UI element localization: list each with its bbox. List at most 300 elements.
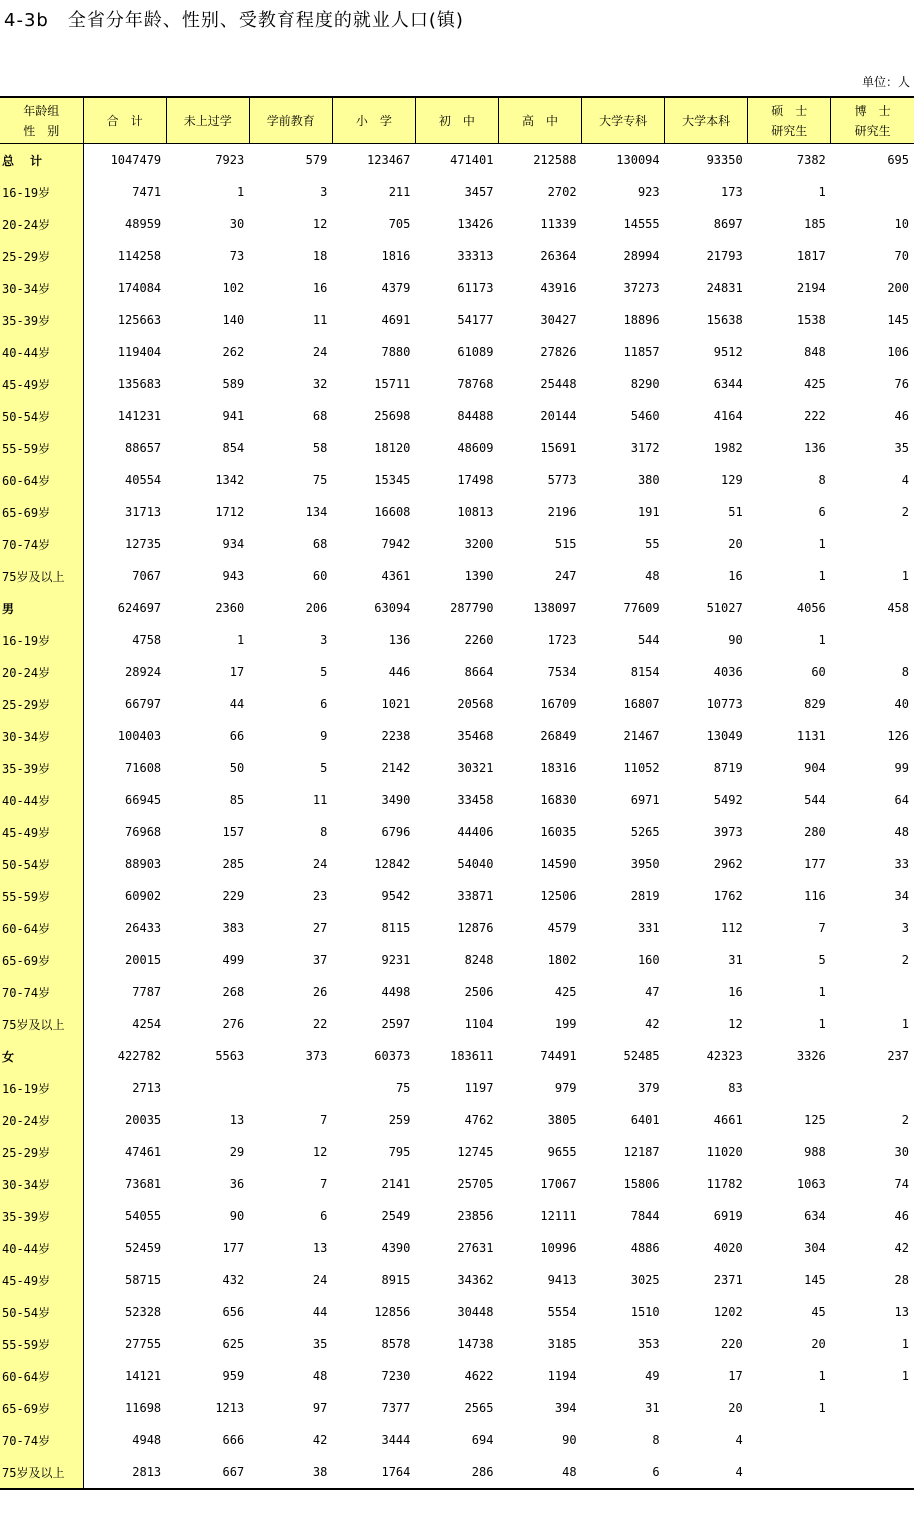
table-cell: 7471 <box>132 185 162 199</box>
table-cell: 1 <box>901 569 909 583</box>
table-cell: 60373 <box>374 1049 411 1063</box>
table-cell: 8578 <box>381 1337 411 1351</box>
column-header-line1: 高 中 <box>522 113 559 128</box>
row-label: 55-59岁 <box>0 432 83 464</box>
column-header-line1: 初 中 <box>438 113 475 128</box>
table-cell: 99 <box>894 761 909 775</box>
table-cell: 1982 <box>713 441 743 455</box>
table-cell: 17 <box>229 665 245 679</box>
table-row <box>0 1104 914 1136</box>
table-cell: 211 <box>388 185 411 199</box>
table-cell <box>249 1072 332 1104</box>
row-label: 70-74岁 <box>0 1424 83 1456</box>
table-cell: 11020 <box>706 1145 743 1159</box>
table-cell: 54055 <box>125 1209 162 1223</box>
table-cell: 2565 <box>464 1401 494 1415</box>
column-header <box>831 97 914 144</box>
table-cell: 1 <box>818 185 826 199</box>
table-cell: 16608 <box>374 505 411 519</box>
table-cell: 31713 <box>125 505 162 519</box>
table-cell: 515 <box>554 537 577 551</box>
table-cell: 141231 <box>117 409 162 423</box>
table-row <box>0 1072 914 1104</box>
table-cell: 44406 <box>457 825 494 839</box>
table-cell: 5 <box>818 953 826 967</box>
table-cell: 2813 <box>83 1456 166 1489</box>
table-cell: 35 <box>312 1337 328 1351</box>
table-row <box>0 720 914 752</box>
table-row <box>0 1008 914 1040</box>
table-row <box>0 656 914 688</box>
row-label: 45-49岁 <box>0 1264 83 1296</box>
table-cell: 66797 <box>125 697 162 711</box>
table-cell: 48 <box>894 825 909 839</box>
table-cell: 18120 <box>374 441 411 455</box>
table-cell: 4 <box>735 1433 743 1447</box>
table-cell: 77609 <box>623 601 660 615</box>
row-label: 30-34岁 <box>0 720 83 752</box>
table-cell: 7 <box>320 1177 328 1191</box>
table-cell: 76968 <box>125 825 162 839</box>
table-cell: 286 <box>415 1456 498 1489</box>
table-cell: 4758 <box>132 633 162 647</box>
table-cell: 6344 <box>713 377 743 391</box>
table-cell: 8248 <box>464 953 494 967</box>
column-header-line1: 合 计 <box>106 113 143 128</box>
table-cell: 380 <box>637 473 660 487</box>
table-row <box>0 624 914 656</box>
table-cell: 1 <box>818 985 826 999</box>
table-row <box>0 400 914 432</box>
table-cell: 1202 <box>713 1305 743 1319</box>
table-cell: 795 <box>388 1145 411 1159</box>
table-cell: 12187 <box>623 1145 660 1159</box>
table-cell: 6796 <box>381 825 411 839</box>
table-cell: 33313 <box>457 249 494 263</box>
table-cell: 26433 <box>125 921 162 935</box>
table-cell: 276 <box>222 1017 245 1031</box>
table-cell: 656 <box>222 1305 245 1319</box>
table-cell: 32 <box>312 377 328 391</box>
table-cell: 212588 <box>533 153 577 167</box>
table-cell: 6 <box>818 505 826 519</box>
row-label: 16-19岁 <box>0 1072 83 1104</box>
row-label: 总 计 <box>0 144 83 177</box>
table-cell: 12506 <box>540 889 577 903</box>
table-row <box>0 1392 914 1424</box>
table-cell: 123467 <box>367 153 411 167</box>
table-cell: 185 <box>804 217 826 231</box>
table-cell: 60 <box>811 665 826 679</box>
table-cell: 177 <box>222 1241 245 1255</box>
table-cell: 4661 <box>713 1113 743 1127</box>
table-cell: 129 <box>721 473 743 487</box>
table-cell: 943 <box>222 569 245 583</box>
table-cell: 7 <box>320 1113 328 1127</box>
row-label: 25-29岁 <box>0 240 83 272</box>
table-body <box>0 144 914 1490</box>
table-cell: 3 <box>320 633 328 647</box>
table-cell: 174084 <box>117 281 162 295</box>
table-cell: 14590 <box>540 857 577 871</box>
table-cell: 25705 <box>457 1177 494 1191</box>
table-cell: 1342 <box>215 473 245 487</box>
table-cell: 4498 <box>381 985 411 999</box>
table-cell: 425 <box>804 377 826 391</box>
table-cell: 287790 <box>450 601 494 615</box>
column-header-line2: 研究生 <box>771 123 808 138</box>
column-header-line1: 博 士 <box>854 103 891 118</box>
table-cell: 7942 <box>381 537 411 551</box>
table-cell: 35468 <box>457 729 494 743</box>
row-label: 65-69岁 <box>0 1392 83 1424</box>
table-row <box>0 240 914 272</box>
table-cell: 48 <box>498 1456 581 1489</box>
table-cell: 3973 <box>713 825 743 839</box>
table-cell: 499 <box>222 953 245 967</box>
table-cell: 23 <box>312 889 328 903</box>
table-cell: 1538 <box>796 313 826 327</box>
table-cell: 13426 <box>457 217 494 231</box>
table-cell: 544 <box>637 633 660 647</box>
table-group-row <box>0 592 914 624</box>
table-cell: 157 <box>222 825 245 839</box>
table-cell: 12856 <box>374 1305 411 1319</box>
table-cell: 6 <box>582 1456 665 1489</box>
table-cell: 237 <box>887 1049 909 1063</box>
table-cell: 46 <box>894 409 909 423</box>
table-cell: 12735 <box>125 537 162 551</box>
table-cell: 4 <box>665 1456 748 1489</box>
table-cell: 2 <box>901 505 909 519</box>
table-cell: 20 <box>811 1337 826 1351</box>
table-cell: 7534 <box>547 665 577 679</box>
table-cell: 7382 <box>796 153 826 167</box>
table-cell: 2360 <box>215 601 245 615</box>
table-cell: 85 <box>229 793 245 807</box>
table-cell: 13 <box>312 1241 328 1255</box>
table-cell: 11 <box>312 313 328 327</box>
table-row <box>0 1360 914 1392</box>
table-cell: 74 <box>894 1177 909 1191</box>
table-cell: 52328 <box>125 1305 162 1319</box>
table-cell: 4361 <box>381 569 411 583</box>
table-cell: 1 <box>818 1369 826 1383</box>
table-cell: 88903 <box>125 857 162 871</box>
table-cell: 58715 <box>125 1273 162 1287</box>
table-cell: 191 <box>637 505 660 519</box>
table-cell: 34 <box>894 889 909 903</box>
table-cell: 988 <box>804 1145 826 1159</box>
table-cell: 3172 <box>630 441 660 455</box>
table-cell: 26364 <box>540 249 577 263</box>
table-cell: 229 <box>222 889 245 903</box>
table-cell: 68 <box>312 537 328 551</box>
table-cell: 49 <box>645 1369 660 1383</box>
table-cell: 55 <box>645 537 660 551</box>
table-cell: 27826 <box>540 345 577 359</box>
table-cell: 16709 <box>540 697 577 711</box>
table-cell: 12111 <box>540 1209 577 1223</box>
table-cell: 4622 <box>464 1369 494 1383</box>
table-cell: 84488 <box>457 409 494 423</box>
table-row <box>0 752 914 784</box>
table-cell: 5773 <box>547 473 577 487</box>
table-cell: 1816 <box>381 249 411 263</box>
table-cell: 959 <box>222 1369 245 1383</box>
table-row <box>0 304 914 336</box>
table-cell: 2506 <box>464 985 494 999</box>
table-cell: 667 <box>166 1456 249 1489</box>
table-cell: 9231 <box>381 953 411 967</box>
row-label: 25-29岁 <box>0 1136 83 1168</box>
table-cell: 8719 <box>713 761 743 775</box>
table-cell: 44 <box>312 1305 328 1319</box>
table-cell: 9542 <box>381 889 411 903</box>
table-cell: 138097 <box>533 601 577 615</box>
table-cell: 11698 <box>125 1401 162 1415</box>
table-cell: 71608 <box>125 761 162 775</box>
row-label: 20-24岁 <box>0 656 83 688</box>
table-cell: 177 <box>804 857 826 871</box>
row-label: 男 <box>0 592 83 624</box>
row-label: 16-19岁 <box>0 624 83 656</box>
table-cell: 199 <box>554 1017 577 1031</box>
column-header-line1: 小 学 <box>355 113 392 128</box>
table-cell: 4379 <box>381 281 411 295</box>
table-cell: 60 <box>312 569 328 583</box>
table-cell: 4948 <box>132 1433 162 1447</box>
table-row <box>0 1328 914 1360</box>
table-cell: 262 <box>222 345 245 359</box>
row-label: 45-49岁 <box>0 816 83 848</box>
table-cell: 4056 <box>796 601 826 615</box>
table-cell: 12 <box>312 217 328 231</box>
table-cell: 379 <box>637 1081 660 1095</box>
table-cell <box>831 176 914 208</box>
row-label: 50-54岁 <box>0 400 83 432</box>
table-cell: 9 <box>320 729 328 743</box>
row-label: 16-19岁 <box>0 176 83 208</box>
table-cell: 48 <box>312 1369 328 1383</box>
table-cell: 3200 <box>464 537 494 551</box>
table-row <box>0 560 914 592</box>
table-cell: 285 <box>222 857 245 871</box>
table-cell: 200 <box>887 281 909 295</box>
table-cell: 11052 <box>623 761 660 775</box>
table-cell: 3490 <box>381 793 411 807</box>
table-cell: 12842 <box>374 857 411 871</box>
table-cell: 75 <box>395 1081 411 1095</box>
table-cell: 206 <box>305 601 328 615</box>
table-cell: 24 <box>312 345 328 359</box>
table-cell: 446 <box>388 665 411 679</box>
table-cell: 90 <box>229 1209 245 1223</box>
table-cell: 16830 <box>540 793 577 807</box>
table-cell: 20144 <box>540 409 577 423</box>
column-header <box>249 97 332 144</box>
row-label: 65-69岁 <box>0 496 83 528</box>
row-label: 65-69岁 <box>0 944 83 976</box>
table-row <box>0 848 914 880</box>
table-cell: 1712 <box>215 505 245 519</box>
table-cell: 11339 <box>540 217 577 231</box>
table-cell: 394 <box>554 1401 577 1415</box>
table-cell: 29 <box>229 1145 245 1159</box>
table-row <box>0 1168 914 1200</box>
table-cell: 75 <box>312 473 328 487</box>
column-header <box>665 97 748 144</box>
page-title: 4-3b 全省分年龄、性别、受教育程度的就业人口(镇) <box>4 10 464 31</box>
table-cell: 70 <box>894 249 909 263</box>
table-header-row <box>0 97 914 144</box>
table-cell: 60902 <box>125 889 162 903</box>
table-cell: 304 <box>804 1241 826 1255</box>
table-cell: 1802 <box>547 953 577 967</box>
table-cell: 7923 <box>215 153 245 167</box>
column-header-line1: 学前教育 <box>266 113 315 128</box>
row-label: 女 <box>0 1040 83 1072</box>
table-cell: 589 <box>222 377 245 391</box>
row-label: 35-39岁 <box>0 304 83 336</box>
table-cell: 20 <box>728 537 743 551</box>
row-label: 20-24岁 <box>0 208 83 240</box>
table-cell: 15345 <box>374 473 411 487</box>
column-header <box>332 97 415 144</box>
unit-label: 单位：人 <box>861 75 910 89</box>
table-cell: 83 <box>728 1081 743 1095</box>
table-cell: 15691 <box>540 441 577 455</box>
table-cell: 21793 <box>706 249 743 263</box>
table-cell: 112 <box>721 921 743 935</box>
table-cell: 97 <box>312 1401 328 1415</box>
column-header <box>498 97 581 144</box>
table-cell: 471401 <box>450 153 494 167</box>
table-cell: 64 <box>894 793 909 807</box>
table-cell: 1131 <box>796 729 826 743</box>
table-cell: 6401 <box>630 1113 660 1127</box>
table-cell: 4579 <box>547 921 577 935</box>
table-cell: 695 <box>887 153 909 167</box>
table-cell: 38 <box>249 1456 332 1489</box>
table-cell: 30321 <box>457 761 494 775</box>
table-cell: 16 <box>728 569 743 583</box>
table-cell: 3 <box>901 921 909 935</box>
table-cell: 4 <box>901 473 909 487</box>
table-cell: 1 <box>901 1337 909 1351</box>
column-header-line2: 研究生 <box>854 123 891 138</box>
table-cell: 14738 <box>457 1337 494 1351</box>
row-label: 20-24岁 <box>0 1104 83 1136</box>
table-cell: 625 <box>222 1337 245 1351</box>
table-cell: 222 <box>804 409 826 423</box>
table-cell: 9413 <box>547 1273 577 1287</box>
table-cell: 9655 <box>547 1145 577 1159</box>
column-header <box>166 97 249 144</box>
table-cell: 1213 <box>215 1401 245 1415</box>
table-cell: 20 <box>728 1401 743 1415</box>
column-header-line2: 性 别 <box>23 123 60 138</box>
row-label: 40-44岁 <box>0 784 83 816</box>
table-cell: 15638 <box>706 313 743 327</box>
table-cell: 90 <box>728 633 743 647</box>
table-cell: 16 <box>728 985 743 999</box>
table-cell: 2597 <box>381 1017 411 1031</box>
table-cell: 2260 <box>464 633 494 647</box>
table-cell: 183611 <box>450 1049 494 1063</box>
table-cell: 42 <box>645 1017 660 1031</box>
table-cell: 1 <box>237 185 245 199</box>
table-cell: 25698 <box>374 409 411 423</box>
table-cell: 2196 <box>547 505 577 519</box>
row-label: 60-64岁 <box>0 912 83 944</box>
table-cell: 90 <box>562 1433 577 1447</box>
row-label: 40-44岁 <box>0 1232 83 1264</box>
table-cell: 247 <box>554 569 577 583</box>
table-cell: 31 <box>728 953 743 967</box>
column-header-line1: 硕 士 <box>771 103 808 118</box>
table-cell <box>748 1424 831 1456</box>
table-cell: 125663 <box>117 313 162 327</box>
table-group-row <box>0 1040 914 1072</box>
table-row <box>0 976 914 1008</box>
table-cell: 2549 <box>381 1209 411 1223</box>
table-cell: 23856 <box>457 1209 494 1223</box>
table-cell: 3805 <box>547 1113 577 1127</box>
table-cell: 18 <box>312 249 328 263</box>
table-cell: 3 <box>320 185 328 199</box>
table-cell: 40 <box>894 697 909 711</box>
table-cell: 10996 <box>540 1241 577 1255</box>
table-cell: 20035 <box>125 1113 162 1127</box>
table-cell: 66945 <box>125 793 162 807</box>
table-cell: 1 <box>901 1369 909 1383</box>
table-cell: 45 <box>811 1305 826 1319</box>
table-group-row <box>0 144 914 177</box>
table-cell: 15711 <box>374 377 411 391</box>
table-cell: 30 <box>894 1145 909 1159</box>
table-cell: 3326 <box>796 1049 826 1063</box>
table-row <box>0 496 914 528</box>
table-cell: 4020 <box>713 1241 743 1255</box>
table-cell: 4390 <box>381 1241 411 1255</box>
table-cell: 145 <box>804 1273 826 1287</box>
table-cell: 51 <box>728 505 743 519</box>
table-cell: 353 <box>637 1337 660 1351</box>
table-cell: 28 <box>894 1273 909 1287</box>
row-label: 55-59岁 <box>0 880 83 912</box>
table-cell: 829 <box>804 697 826 711</box>
row-label: 70-74岁 <box>0 528 83 560</box>
table-cell: 1 <box>237 633 245 647</box>
table-cell: 941 <box>222 409 245 423</box>
table-cell: 7880 <box>381 345 411 359</box>
table-row <box>0 208 914 240</box>
table-cell: 17067 <box>540 1177 577 1191</box>
table-cell: 46 <box>894 1209 909 1223</box>
table-row <box>0 1264 914 1296</box>
table-row <box>0 464 914 496</box>
table-row <box>0 1200 914 1232</box>
table-cell: 694 <box>471 1433 494 1447</box>
table-cell: 140 <box>222 313 245 327</box>
table-cell: 331 <box>637 921 660 935</box>
table-cell: 3025 <box>630 1273 660 1287</box>
table-cell: 47461 <box>125 1145 162 1159</box>
row-label: 35-39岁 <box>0 752 83 784</box>
table-cell: 43916 <box>540 281 577 295</box>
table-cell: 10 <box>894 217 909 231</box>
